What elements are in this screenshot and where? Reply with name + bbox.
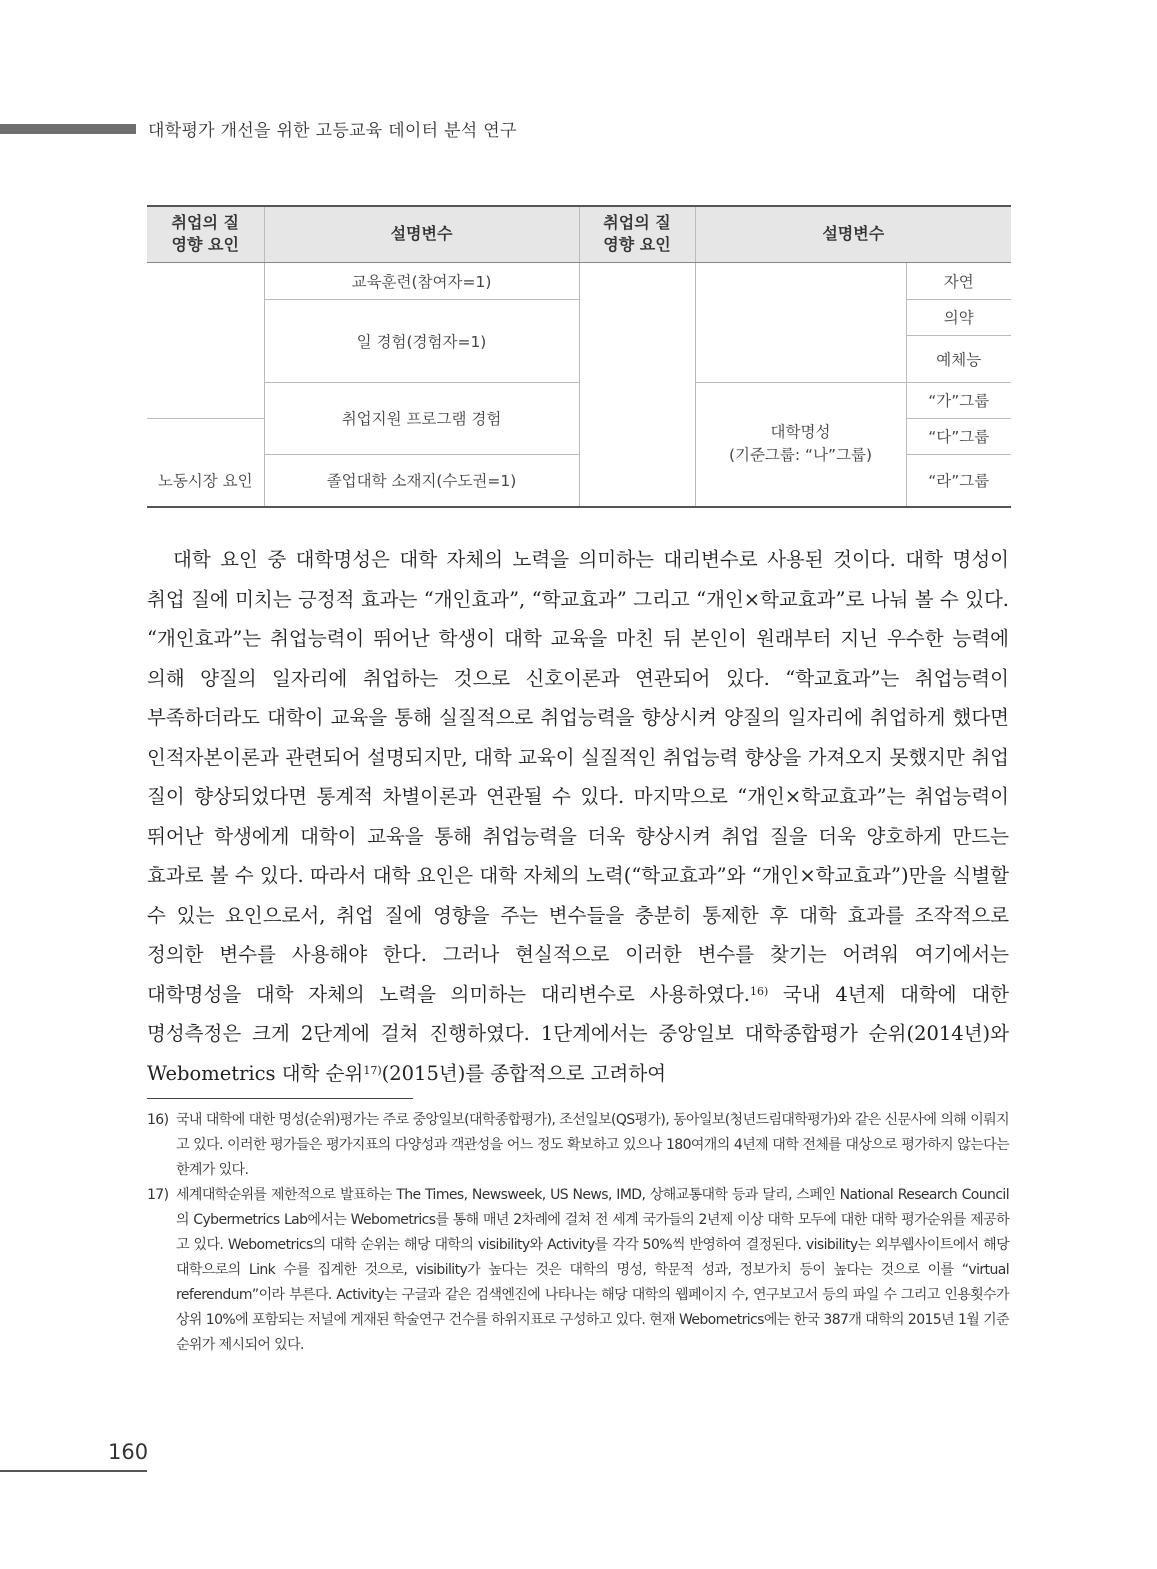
running-header: 대학평가 개선을 위한 고등교육 데이터 분석 연구 <box>148 121 517 141</box>
empty-factor-cell <box>147 418 264 454</box>
footnote-text: 국내 대학에 대한 명성(순위)평가는 주로 중앙일보(대학종합평가), 조선일보(QS평가), 동아일보(청년드림대학평가)와 같은 신문사에 의해 이뤄지고 있다. 이러한 평가들은 평가지표의 다양성과 객관성을 어느 정도 확보하고 있으나 180여개의 4년제 대학 전체를 대상으로 평가하지 않는다는 한계가 있다. <box>176 1112 1009 1178</box>
table-cell: 의약 <box>906 299 1011 335</box>
variables-table <box>147 205 1011 508</box>
table-cell: 예체능 <box>906 335 1011 382</box>
page-number: 160 <box>108 1440 149 1464</box>
footnote-text: 세계대학순위를 제한적으로 발표하는 The Times, Newsweek, US News, IMD, 상해교통대학 등과 달리, 스페인 National Research Council의 Cybermetrics Lab에서는 Webometrics를 통해 매년 2차례에 걸쳐 전 세계 국가들의 2년제 이상 대학 모두에 대한 대학 평가순위를 제공하고 있다. Webometrics의 대학 순위는 해당 대학의 visibility와 Activity를 각각 50%씩 반영하여 결정된다. visibility는 외부웹사이트에서 해당 대학으로의 Link 수를 집계한 것으로, visibility가 높다는 것은 대학의 명성, 학문적 성과, 정보가치 등이 높다는 것으로 이를 “virtual referendum”이라 부른다. Activity는 구글과 같은 검색엔진에 나타나는 해당 대학의 웹페이지 수, 연구보고서 등의 파일 수 그리고 인용횟수가 상위 10%에 포함되는 저널에 게재된 학술연구 건수를 하위지표로 구성하고 있다. 현재 Webometrics에는 한국 387개 대학의 2015년 1월 기준 순위가 제시되어 있다. <box>176 1187 1009 1353</box>
footnote-number: 17) <box>147 1187 169 1203</box>
empty-var-right-cell <box>695 262 906 382</box>
body-text-part2: 국내 4년제 대학에 대한 명성측정은 크게 2단계에 걸쳐 진행하였다. 1단계에서는 중앙일보 대학종합평가 순위(2014년)와 Webometrics 대학 순위 <box>147 982 1010 1085</box>
table-cell: 취업지원 프로그램 경험 <box>264 382 579 454</box>
footer-line <box>0 1470 147 1472</box>
table-cell: “다”그룹 <box>906 418 1011 454</box>
footnote-number: 16) <box>147 1112 169 1128</box>
header-var-left: 설명변수 <box>264 206 579 262</box>
footnotes <box>147 1108 1009 1358</box>
header-factor-right <box>579 206 695 262</box>
header-var-right: 설명변수 <box>695 206 1011 262</box>
table-cell: 노동시장 요인 <box>147 454 264 507</box>
header-factor-right-text: 취업의 질 영향 요인 <box>603 213 671 255</box>
header-factor-left <box>147 206 264 262</box>
empty-factor-cell <box>147 262 264 418</box>
footnote-rule <box>147 1098 413 1099</box>
table-cell: 일 경험(경험자=1) <box>264 299 579 382</box>
body-text-part3: (2015년)를 종합적으로 고려하여 <box>381 1061 667 1085</box>
header-factor-left-text: 취업의 질 영향 요인 <box>171 213 239 255</box>
table-cell: 자연 <box>906 262 1011 299</box>
table-cell: “가”그룹 <box>906 382 1011 418</box>
body-paragraph <box>147 540 1009 1093</box>
footnote-ref-16[interactable]: 16) <box>749 984 769 998</box>
table-cell: 졸업대학 소재지(수도권=1) <box>264 454 579 507</box>
table-row <box>147 262 1011 299</box>
table-cell: 교육훈련(참여자=1) <box>264 262 579 299</box>
university-prestige-cell <box>695 382 906 507</box>
footnote-16 <box>147 1108 1009 1183</box>
table-cell: “라”그룹 <box>906 454 1011 507</box>
header-bar <box>0 124 136 134</box>
university-prestige-label: 대학명성 (기준그룹: “나”그룹) <box>728 423 873 465</box>
table-header-row <box>147 206 1011 262</box>
footnote-17 <box>147 1183 1009 1358</box>
footnote-ref-17[interactable]: 17) <box>363 1063 382 1077</box>
body-text-part1: 대학 요인 중 대학명성은 대학 자체의 노력을 의미하는 대리변수로 사용된 것이다. 대학 명성이 취업 질에 미치는 긍정적 효과는 “개인효과”, “학교효과” 그리고 “개인×학교효과”로 나눠 볼 수 있다. “개인효과”는 취업능력이 뛰어난 학생이 대학 교육을 마친 뒤 본인이 원래부터 지닌 우수한 능력에 의해 양질의 일자리에 취업하는 것으로 신호이론과 연관되어 있다. “학교효과”는 취업능력이 부족하더라도 대학이 교육을 통해 실질적으로 취업능력을 향상시켜 양질의 일자리에 취업하게 했다면 인적자본이론과 관련되어 설명되지만, 대학 교육이 실질적인 취업능력 향상을 가져오지 못했지만 취업 질이 향상되었다면 통계적 차별이론과 연관될 수 있다. 마지막으로 “개인×학교효과”는 취업능력이 뛰어난 학생에게 대학이 교육을 통해 취업능력을 더욱 향상시켜 취업 질을 더욱 양호하게 만드는 효과로 볼 수 있다. 따라서 대학 요인은 대학 자체의 노력(“학교효과”와 “개인×학교효과”)만을 식별할 수 있는 요인으로서, 취업 질에 영향을 주는 변수들을 충분히 통제한 후 대학 효과를 조작적으로 정의한 변수를 사용해야 한다. 그러나 현실적으로 이러한 변수를 찾기는 어려워 여기에서는 대학명성을 대학 자체의 노력을 의미하는 대리변수로 사용하였다. <box>147 548 1009 1006</box>
empty-factor-right-cell <box>579 262 695 507</box>
